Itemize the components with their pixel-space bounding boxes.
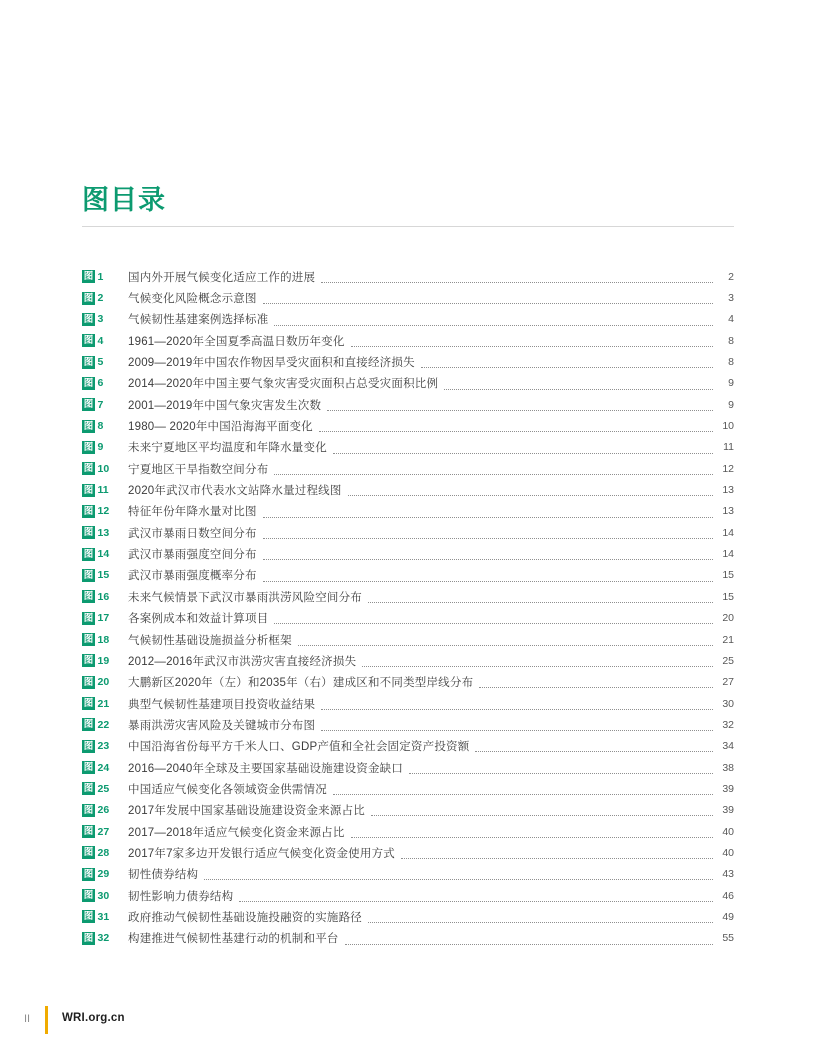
figure-label: [82, 740, 128, 753]
figure-badge: 图: [83, 719, 94, 731]
figure-label: [82, 441, 128, 454]
figure-label: [82, 377, 128, 390]
figure-label: [82, 356, 128, 369]
figure-page-number: 15: [722, 569, 734, 582]
figure-badge: 图: [83, 292, 94, 304]
figure-label: [82, 590, 128, 603]
figure-row: [82, 800, 734, 821]
figure-badge: 图: [83, 399, 94, 411]
figure-badge: 图: [83, 441, 94, 453]
figure-title: 2016—2040年全球及主要国家基础设施建设资金缺口: [128, 762, 404, 775]
figure-badge: 图: [83, 420, 94, 432]
figure-page-number: 40: [722, 846, 734, 859]
figure-number: 1: [97, 270, 104, 283]
figure-badge: 图: [83, 505, 94, 517]
figure-label: [82, 676, 128, 689]
figure-row: [82, 543, 734, 564]
figure-badge: 图: [83, 612, 94, 624]
figure-title: 2017年7家多边开发银行适应气候变化资金使用方式: [128, 847, 395, 860]
figure-number: 14: [97, 548, 110, 561]
figure-title: 武汉市暴雨日数空间分布: [128, 527, 257, 540]
figure-row: [82, 266, 734, 287]
figure-page-number: 11: [723, 441, 734, 454]
figure-badge: 图: [83, 335, 94, 347]
figure-label: [82, 313, 128, 326]
dotted-leader: [263, 517, 713, 518]
figure-title: 典型气候韧性基建项目投资收益结果: [128, 698, 316, 711]
figure-row: [82, 586, 734, 607]
figure-label: [82, 270, 128, 283]
figure-title: 未来气候情景下武汉市暴雨洪涝风险空间分布: [128, 591, 362, 604]
figure-page-number: 12: [722, 462, 734, 475]
dotted-leader: [263, 303, 713, 304]
dotted-leader: [351, 837, 713, 838]
dotted-leader: [351, 346, 713, 347]
figure-number: 24: [97, 761, 110, 774]
figure-title: 大鹏新区2020年（左）和2035年（右）建成区和不同类型岸线分布: [128, 677, 474, 690]
figure-page-number: 9: [728, 377, 734, 390]
figure-row: [82, 608, 734, 629]
figure-badge: 图: [83, 804, 94, 816]
figure-title: 1961—2020年全国夏季高温日数历年变化: [128, 335, 345, 348]
dotted-leader: [333, 794, 713, 795]
figure-page-number: 13: [722, 484, 734, 497]
figure-title: 政府推动气候韧性基础设施投融资的实施路径: [128, 911, 362, 924]
figure-number: 18: [97, 633, 110, 646]
figure-row: [82, 928, 734, 949]
figure-label: [82, 825, 128, 838]
figure-row: [82, 437, 734, 458]
figure-page-number: 20: [722, 612, 734, 625]
figure-label: [82, 633, 128, 646]
dotted-leader: [321, 730, 713, 731]
figure-label: [82, 569, 128, 582]
figure-number: 6: [97, 377, 104, 390]
figure-row: [82, 672, 734, 693]
figure-title: 气候变化风险概念示意图: [128, 293, 257, 306]
figure-label: [82, 804, 128, 817]
figure-badge: 图: [83, 932, 94, 944]
figure-row: [82, 351, 734, 372]
dotted-leader: [263, 538, 713, 539]
dotted-leader: [345, 944, 713, 945]
figure-page-number: 32: [722, 718, 734, 731]
figure-number: 20: [97, 676, 110, 689]
figure-row: [82, 479, 734, 500]
figure-number: 23: [97, 740, 110, 753]
figure-row: [82, 330, 734, 351]
figure-label: [82, 932, 128, 945]
figure-badge: 图: [83, 377, 94, 389]
figure-title: 武汉市暴雨强度空间分布: [128, 549, 257, 562]
figure-title: 2009—2019年中国农作物因旱受灾面积和直接经济损失: [128, 357, 415, 370]
figure-page-number: 39: [722, 782, 734, 795]
dotted-leader: [421, 367, 713, 368]
figure-row: [82, 287, 734, 308]
figure-page-number: 8: [728, 334, 734, 347]
figure-page-number: 4: [728, 313, 734, 326]
dotted-leader: [479, 687, 713, 688]
figure-title: 各案例成本和效益计算项目: [128, 613, 269, 626]
figure-badge: 图: [83, 527, 94, 539]
dotted-leader: [327, 410, 713, 411]
footer-page-number: II: [24, 1013, 31, 1025]
figure-number: 15: [97, 569, 110, 582]
figure-number: 10: [97, 462, 110, 475]
dotted-leader: [348, 495, 713, 496]
figure-label: [82, 654, 128, 667]
figure-badge: 图: [83, 890, 94, 902]
figure-badge: 图: [83, 826, 94, 838]
figure-number: 7: [97, 398, 104, 411]
dotted-leader: [444, 389, 713, 390]
figure-badge: 图: [83, 569, 94, 581]
figure-badge: 图: [83, 463, 94, 475]
figure-page-number: 30: [722, 697, 734, 710]
figure-number: 9: [97, 441, 104, 454]
figure-title: 中国适应气候变化各领域资金供需情况: [128, 783, 327, 796]
figure-number: 19: [97, 654, 110, 667]
figure-number: 26: [97, 804, 110, 817]
figure-label: [82, 548, 128, 561]
figure-page-number: 39: [722, 804, 734, 817]
figure-number: 3: [97, 313, 104, 326]
figure-badge: 图: [83, 313, 94, 325]
dotted-leader: [274, 325, 713, 326]
footer-site-url: WRI.org.cn: [62, 1012, 125, 1024]
figure-row: [82, 714, 734, 735]
title-divider: [82, 226, 734, 227]
figure-number: 8: [97, 420, 104, 433]
figure-page-number: 3: [728, 292, 734, 305]
dotted-leader: [239, 901, 713, 902]
figure-label: [82, 868, 128, 881]
figure-row: [82, 522, 734, 543]
figure-page-number: 14: [722, 548, 734, 561]
figure-badge: 图: [83, 847, 94, 859]
figure-title: 国内外开展气候变化适应工作的进展: [128, 271, 316, 284]
dotted-leader: [321, 282, 713, 283]
dotted-leader: [204, 879, 713, 880]
figure-badge: 图: [83, 484, 94, 496]
figure-row: [82, 565, 734, 586]
figure-number: 30: [97, 889, 110, 902]
figure-badge: 图: [83, 740, 94, 752]
figure-label: [82, 462, 128, 475]
figure-title: 2017—2018年适应气候变化资金来源占比: [128, 826, 345, 839]
figure-title: 2012—2016年武汉市洪涝灾害直接经济损失: [128, 655, 357, 668]
figure-row: [82, 864, 734, 885]
figure-number: 17: [97, 612, 110, 625]
figure-page-number: 46: [722, 889, 734, 902]
figure-badge: 图: [83, 783, 94, 795]
figure-row: [82, 757, 734, 778]
dotted-leader: [298, 645, 713, 646]
figure-page-number: 40: [722, 825, 734, 838]
figure-page-number: 21: [722, 633, 734, 646]
figure-label: [82, 420, 128, 433]
figure-row: [82, 501, 734, 522]
figure-row: [82, 373, 734, 394]
figure-number: 4: [97, 334, 104, 347]
dotted-leader: [333, 453, 713, 454]
figure-page-number: 2: [728, 270, 734, 283]
figure-row: [82, 415, 734, 436]
figure-label: [82, 910, 128, 923]
figure-title: 2020年武汉市代表水文站降水量过程线图: [128, 485, 342, 498]
dotted-leader: [274, 623, 713, 624]
figure-label: [82, 484, 128, 497]
figure-title: 2017年发展中国家基础设施建设资金来源占比: [128, 805, 365, 818]
dotted-leader: [371, 815, 713, 816]
figure-row: [82, 458, 734, 479]
figure-row: [82, 394, 734, 415]
figure-label: [82, 612, 128, 625]
figure-badge: 图: [83, 271, 94, 283]
figure-title: 气候韧性基础设施损益分析框架: [128, 634, 292, 647]
figure-badge: 图: [83, 698, 94, 710]
figure-badge: 图: [83, 676, 94, 688]
figure-label: [82, 292, 128, 305]
figure-number: 5: [97, 356, 104, 369]
figure-badge: 图: [83, 655, 94, 667]
dotted-leader: [274, 474, 713, 475]
figure-label: [82, 505, 128, 518]
figure-page-number: 38: [722, 761, 734, 774]
figure-row: [82, 885, 734, 906]
figure-title: 2001—2019年中国气象灾害发生次数: [128, 399, 322, 412]
figure-row: [82, 629, 734, 650]
dotted-leader: [319, 431, 713, 432]
figure-number: 16: [97, 590, 110, 603]
figure-title: 中国沿海省份每平方千米人口、GDP产值和全社会固定资产投资额: [128, 741, 470, 754]
dotted-leader: [368, 922, 713, 923]
dotted-leader: [263, 559, 713, 560]
figure-number: 29: [97, 868, 110, 881]
figure-number: 21: [97, 697, 110, 710]
figure-number: 13: [97, 526, 110, 539]
figure-list: [82, 266, 734, 949]
figure-label: [82, 889, 128, 902]
figure-row: [82, 650, 734, 671]
figure-number: 22: [97, 718, 110, 731]
figure-label: [82, 526, 128, 539]
figure-label: [82, 718, 128, 731]
figure-page-number: 13: [722, 505, 734, 518]
figure-badge: 图: [83, 868, 94, 880]
figure-page-number: 43: [722, 868, 734, 881]
figure-label: [82, 846, 128, 859]
figure-page-number: 34: [722, 740, 734, 753]
dotted-leader: [263, 581, 713, 582]
dotted-leader: [475, 751, 713, 752]
figure-page-number: 25: [722, 654, 734, 667]
figure-title: 韧性影响力债券结构: [128, 890, 234, 903]
dotted-leader: [401, 858, 713, 859]
figure-page-number: 14: [722, 526, 734, 539]
figure-title: 1980— 2020年中国沿海海平面变化: [128, 421, 313, 434]
figure-row: [82, 821, 734, 842]
figure-number: 11: [97, 484, 109, 497]
figure-title: 武汉市暴雨强度概率分布: [128, 570, 257, 583]
footer-accent-bar: [45, 1006, 48, 1034]
figure-number: 31: [97, 910, 110, 923]
figure-label: [82, 398, 128, 411]
figure-page-number: 9: [728, 398, 734, 411]
figure-number: 12: [97, 505, 110, 518]
figure-label: [82, 782, 128, 795]
figure-label: [82, 334, 128, 347]
figure-title: 宁夏地区干旱指数空间分布: [128, 463, 269, 476]
figure-badge: 图: [83, 634, 94, 646]
figure-page-number: 15: [722, 590, 734, 603]
figure-number: 27: [97, 825, 110, 838]
figure-label: [82, 761, 128, 774]
figure-title: 未来宁夏地区平均温度和年降水量变化: [128, 442, 327, 455]
dotted-leader: [362, 666, 713, 667]
figure-row: [82, 842, 734, 863]
figure-row: [82, 778, 734, 799]
figure-label: [82, 697, 128, 710]
figure-badge: 图: [83, 762, 94, 774]
dotted-leader: [409, 773, 713, 774]
figure-page-number: 10: [722, 420, 734, 433]
figure-page-number: 27: [722, 676, 734, 689]
figure-row: [82, 309, 734, 330]
figure-page-number: 55: [722, 932, 734, 945]
figure-badge: 图: [83, 911, 94, 923]
figure-row: [82, 906, 734, 927]
figure-title: 暴雨洪涝灾害风险及关键城市分布图: [128, 719, 316, 732]
figure-page-number: 8: [728, 356, 734, 369]
page-title: 图目录: [82, 185, 166, 215]
figure-row: [82, 736, 734, 757]
figure-page-number: 49: [722, 910, 734, 923]
dotted-leader: [368, 602, 713, 603]
figure-badge: 图: [83, 356, 94, 368]
figure-number: 28: [97, 846, 110, 859]
figure-title: 构建推进气候韧性基建行动的机制和平台: [128, 933, 339, 946]
figure-row: [82, 693, 734, 714]
figure-title: 韧性债券结构: [128, 869, 199, 882]
figure-number: 32: [97, 932, 110, 945]
figure-title: 特征年份年降水量对比图: [128, 506, 257, 519]
figure-number: 25: [97, 782, 110, 795]
dotted-leader: [321, 709, 713, 710]
figure-badge: 图: [83, 591, 94, 603]
figure-number: 2: [97, 292, 104, 305]
figure-title: 2014—2020年中国主要气象灾害受灾面积占总受灾面积比例: [128, 378, 439, 391]
figure-title: 气候韧性基建案例选择标准: [128, 314, 269, 327]
figure-badge: 图: [83, 548, 94, 560]
